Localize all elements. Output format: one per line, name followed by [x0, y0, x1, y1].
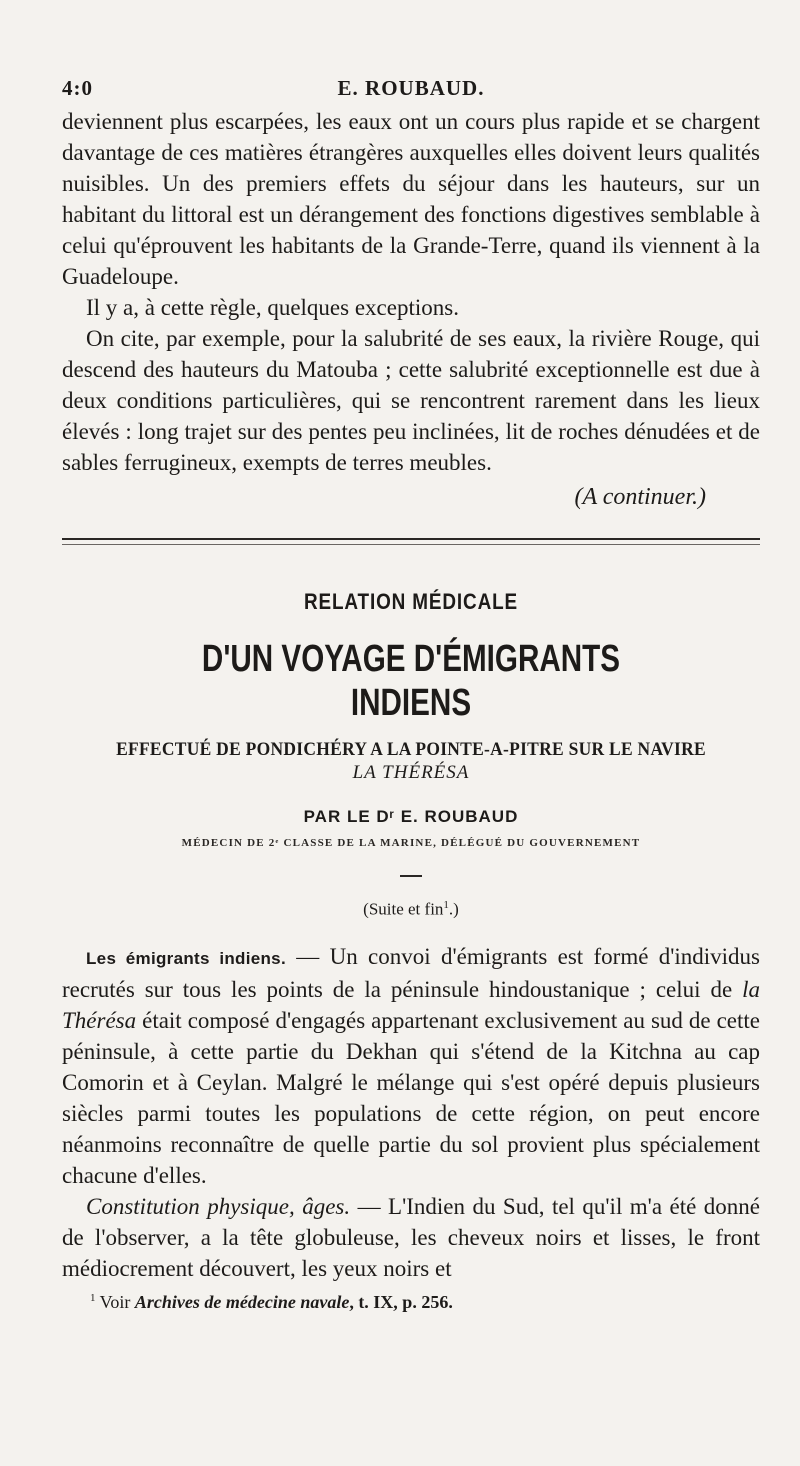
- suite-text: (Suite et fin: [363, 899, 444, 919]
- footnote-citation: , t. IX, p. 256.: [349, 1292, 453, 1312]
- short-divider: [400, 875, 422, 877]
- text-run: — L'Indien du Sud, tel qu'il m'a été donné de l'observer, a la tête globuleuse, les cheveux noirs et lisses, le front médiocrement découvert, les yeux noirs et: [62, 1194, 760, 1281]
- to-be-continued: (A continuer.): [574, 484, 706, 510]
- paragraph-heading: Constitution physique, âges.: [86, 1194, 351, 1219]
- dash: —: [285, 944, 330, 969]
- paragraph: On cite, par exemple, pour la salubrité de ses eaux, la rivière Rouge, qui descend des hauteurs du Matouba ; cette salubrité exceptionnelle est due à deux conditions particulières, qui se rencontrent rarement dans les lieux élevés : long trajet sur des pentes peu inclinées, lit de roches dénudées et de sables ferrugineux, exempts de terres meubles.: [62, 326, 760, 475]
- section-divider: [62, 538, 760, 545]
- suite-note: [62, 899, 760, 923]
- running-title: E. ROUBAUD.: [337, 76, 485, 100]
- footnote: [62, 1292, 760, 1313]
- continued-article: [62, 106, 760, 478]
- paragraph: [62, 1191, 760, 1284]
- text-run: Un convoi d'émigrants est formé d'individus recrutés sur tous les points de la péninsule hindoustanique ; celui de: [62, 944, 761, 1002]
- footnote-lead: Voir: [95, 1292, 135, 1312]
- text-run: était composé d'engagés appartenant exclusivement au sud de cette péninsule, à cette partie du Dekhan qui s'étend de la Kitchna au cap Comorin et à Ceylan. Malgré le mélange qui s'est opéré depuis plusieurs siècles parmi toutes les populations de cette région, on peut encore néanmoins reconnaître de quelle partie du sol provient plus spécialement chacune d'elles.: [62, 1008, 760, 1188]
- page-number: 4:0: [62, 76, 93, 100]
- ship-reference: la Thérésa: [62, 977, 760, 1033]
- footnote-journal: Archives de médecine navale: [134, 1292, 350, 1312]
- author-line: PAR LE Dʳ E. ROUBAUD: [303, 807, 519, 826]
- running-head: [62, 70, 760, 106]
- section-title: RELATION MÉDICALE: [304, 589, 518, 614]
- footnote-mark: 1: [90, 1292, 96, 1304]
- paragraph-heading: Les émigrants indiens.: [86, 949, 286, 968]
- suite-close: .): [448, 899, 459, 919]
- article-subtitle: EFFECTUÉ DE PONDICHÉRY A LA POINTE-A-PITRE SUR LE NAVIRE: [116, 739, 706, 760]
- paragraph: [62, 941, 760, 1191]
- article-title: D'UN VOYAGE D'ÉMIGRANTS INDIENS: [201, 638, 621, 724]
- article-body: [62, 941, 760, 1284]
- footnote-reference: 1: [443, 899, 449, 911]
- author-role: MÉDECIN DE 2ᵉ CLASSE DE LA MARINE, DÉLÉGUÉ DU GOUVERNEMENT: [181, 837, 641, 849]
- ship-name: LA THÉRÉSA: [352, 762, 470, 783]
- paragraph: Il y a, à cette règle, quelques exceptions.: [86, 295, 459, 320]
- paragraph: deviennent plus escarpées, les eaux ont un cours plus rapide et se chargent davantage de ces matières étrangères auxquelles elles doivent leurs qualités nuisibles. Un des premiers effets du séjour dans les hauteurs, sur un habitant du littoral est un dérangement des fonctions digestives semblable à celui qu'éprouvent les habitants de la Grande-Terre, quand ils viennent à la Guadeloupe.: [62, 109, 760, 289]
